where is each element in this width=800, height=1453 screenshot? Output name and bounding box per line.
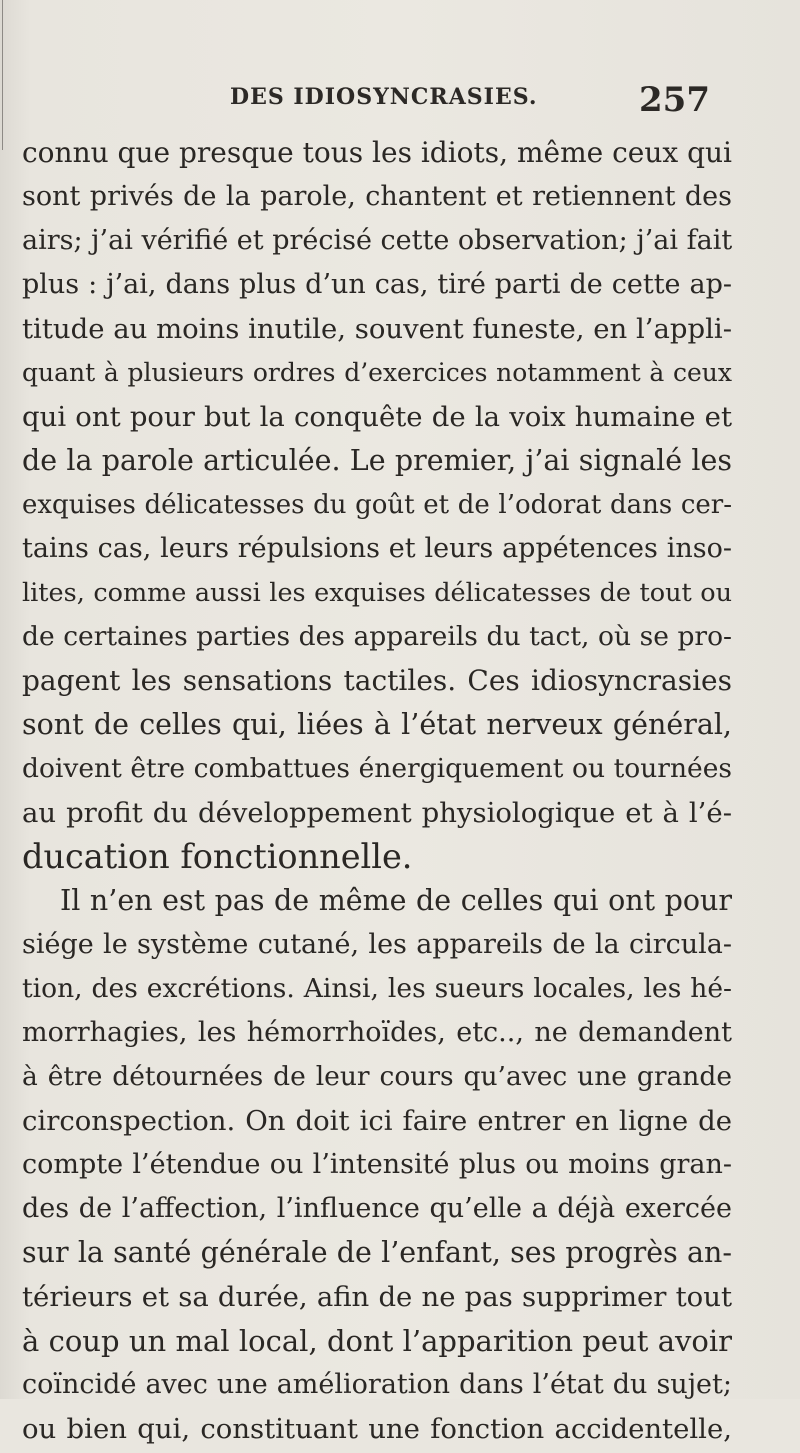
running-head: DES IDIOSYNCRASIES.	[230, 84, 538, 110]
text-line: circonspection. On doit ici faire entrer en ligne de	[22, 1105, 732, 1137]
text-line: plus : j’ai, dans plus d’un cas, tiré parti de cette ap-	[22, 269, 732, 300]
text-line: titude au moins inutile, souvent funeste, en l’appli-	[22, 313, 732, 345]
text-line: de certaines parties des appareils du tact, où se pro-	[22, 621, 732, 652]
text-line: térieurs et sa durée, afin de ne pas supprimer tout	[22, 1281, 732, 1313]
text-line: compte l’étendue ou l’intensité plus ou moins gran-	[22, 1149, 732, 1180]
text-line: siége le système cutané, les appareils de la circula-	[22, 929, 732, 960]
text-line: tion, des excrétions. Ainsi, les sueurs locales, les hé-	[22, 973, 732, 1004]
text-line: Il n’en est pas de même de celles qui ont pour	[60, 884, 732, 917]
page-number: 257	[639, 80, 710, 120]
text-line: sont de celles qui, liées à l’état nerveux général,	[22, 708, 732, 741]
text-line: de la parole articulée. Le premier, j’ai signalé les	[22, 444, 732, 477]
text-line: au profit du développement physiologique et à l’é-	[22, 797, 732, 829]
text-line: ou bien qui, constituant une fonction accidentelle,	[22, 1413, 732, 1445]
text-line: des de l’affection, l’influence qu’elle a déjà exercée	[22, 1193, 732, 1224]
text-line: ducation fonctionnelle.	[22, 837, 413, 876]
text-line: tains cas, leurs répulsions et leurs appétences inso-	[22, 533, 732, 564]
text-line: doivent être combattues énergiquement ou tournées	[22, 753, 732, 784]
page-gutter-edge	[2, 0, 3, 150]
text-line: connu que presque tous les idiots, même ceux qui	[22, 136, 732, 169]
text-line: coïncidé avec une amélioration dans l’état du sujet;	[22, 1369, 732, 1400]
text-line: sont privés de la parole, chantent et retiennent des	[22, 181, 732, 212]
text-line: morrhagies, les hémorrhoïdes, etc.., ne demandent	[22, 1017, 732, 1048]
text-line: airs; j’ai vérifié et précisé cette observation; j’ai fait	[22, 225, 733, 256]
text-line: à être détournées de leur cours qu’avec une grande	[22, 1061, 732, 1092]
text-line: quant à plusieurs ordres d’exercices notamment à ceux	[22, 358, 732, 387]
text-line: sur la santé générale de l’enfant, ses progrès an-	[22, 1236, 732, 1269]
text-line: qui ont pour but la conquête de la voix humaine et	[22, 401, 732, 433]
text-line: lites, comme aussi les exquises délicatesses de tout ou	[22, 578, 732, 608]
page-header	[230, 80, 710, 124]
text-line: pagent les sensations tactiles. Ces idiosyncrasies	[22, 664, 732, 697]
text-line: à coup un mal local, dont l’apparition peut avoir	[22, 1324, 732, 1358]
text-line: exquises délicatesses du goût et de l’odorat dans cer-	[22, 490, 732, 520]
